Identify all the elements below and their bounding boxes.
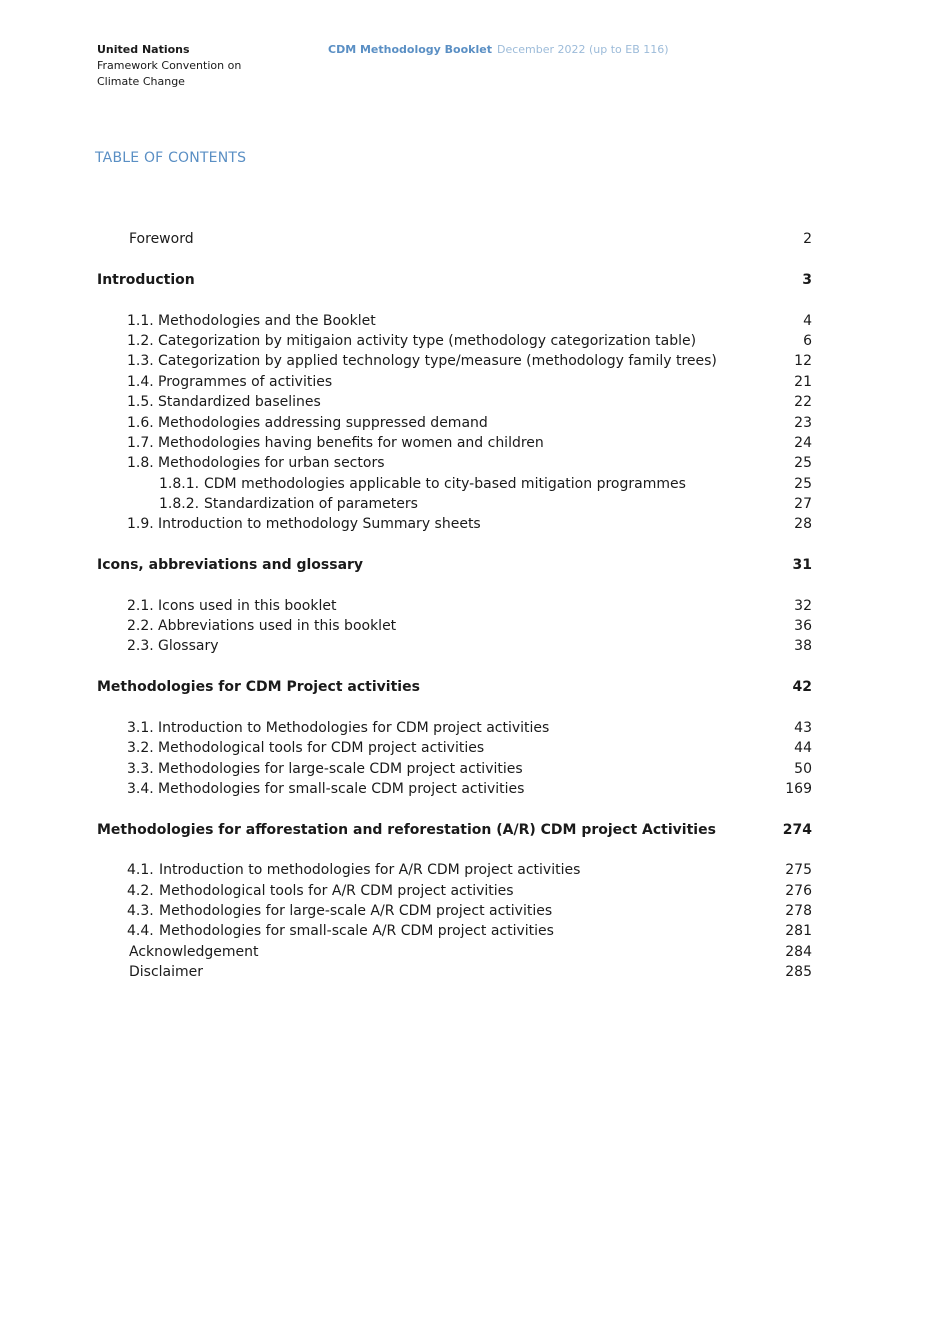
toc-chapter-page: 274 [782, 822, 812, 838]
toc-entry-label: Methodologies for urban sectors [158, 455, 385, 471]
toc-entry-page: 6 [803, 333, 812, 349]
toc-entry-label: Categorization by applied technology type/measure (methodology family trees) [158, 353, 717, 369]
toc-entry-page: 22 [794, 394, 812, 410]
toc-chapter-page: 3 [802, 272, 812, 288]
toc-chapter-cdm-project-activities[interactable] [0, 677, 950, 697]
toc-entry-1-2[interactable] [0, 331, 950, 351]
toc-chapter-page: 31 [792, 557, 812, 573]
toc-entry-number: 3.1. [127, 720, 154, 736]
toc-entry-3-4[interactable] [0, 779, 950, 799]
toc-entry-label: Disclaimer [129, 964, 204, 980]
toc-entry-page: 38 [794, 638, 812, 654]
toc-entry-2-3[interactable] [0, 636, 950, 656]
toc-chapter-label: Icons, abbreviations and glossary [97, 557, 364, 573]
toc-entry-number: 1.4. [127, 374, 154, 390]
toc-entry-page: 43 [794, 720, 812, 736]
toc-entry-label: Acknowledgement [129, 944, 259, 960]
toc-entry-label: Introduction to methodologies for A/R CDM project activities [159, 862, 581, 878]
toc-entry-1-5[interactable] [0, 392, 950, 412]
toc-entry-1-9[interactable] [0, 514, 950, 534]
toc-entry-number: 2.2. [127, 618, 154, 634]
toc-entry-1-8-2[interactable] [0, 494, 950, 514]
toc-entry-page: 32 [794, 598, 812, 614]
toc-entry-label: Icons used in this booklet [158, 598, 337, 614]
toc-chapter-label: Methodologies for afforestation and reforestation (A/R) CDM project Activities [97, 822, 716, 838]
page-title: TABLE OF CONTENTS [95, 150, 247, 166]
toc-chapter-label: Introduction [97, 272, 195, 288]
toc-entry-number: 1.2. [127, 333, 154, 349]
toc-entry-1-3[interactable] [0, 351, 950, 371]
toc-entry-1-8-1[interactable] [0, 474, 950, 494]
toc-entry-page: 27 [794, 496, 812, 512]
toc-entry-label: Introduction to methodology Summary sheets [158, 516, 481, 532]
toc-entry-4-4[interactable] [0, 921, 950, 941]
toc-entry-number: 1.5. [127, 394, 154, 410]
toc-entry-label: Methodologies having benefits for women and children [158, 435, 544, 451]
toc-entry-page: 285 [785, 964, 812, 980]
booklet-title: CDM Methodology Booklet [328, 43, 492, 56]
booklet-edition: December 2022 (up to EB 116) [496, 43, 669, 56]
toc-entry-number: 3.3. [127, 761, 154, 777]
toc-entry-number: 4.2. [127, 883, 154, 899]
toc-entry-page: 28 [794, 516, 812, 532]
organization-line-3: Climate Change [97, 75, 185, 88]
toc-entry-number: 3.2. [127, 740, 154, 756]
toc-entry-page: 2 [803, 231, 812, 247]
toc-entry-label: Methodologies and the Booklet [158, 313, 376, 329]
toc-entry-page: 4 [803, 313, 812, 329]
toc-entry-3-1[interactable] [0, 718, 950, 738]
toc-entry-number: 1.7. [127, 435, 154, 451]
toc-entry-1-7[interactable] [0, 433, 950, 453]
toc-entry-page: 25 [794, 476, 812, 492]
toc-entry-number: 1.8.1. [159, 476, 200, 492]
toc-entry-page: 24 [794, 435, 812, 451]
toc-entry-3-2[interactable] [0, 738, 950, 758]
toc-entry-page: 25 [794, 455, 812, 471]
toc-entry-page: 23 [794, 415, 812, 431]
toc-entry-label: Methodologies for small-scale CDM project activities [158, 781, 525, 797]
toc-entry-1-6[interactable] [0, 413, 950, 433]
toc-entry-page: 276 [785, 883, 812, 899]
toc-entry-page: 284 [785, 944, 812, 960]
toc-entry-number: 4.1. [127, 862, 154, 878]
organization-name: United Nations [97, 43, 190, 56]
toc-entry-page: 36 [794, 618, 812, 634]
toc-entry-label: Methodologies for large-scale A/R CDM project activities [159, 903, 553, 919]
toc-entry-label: Standardized baselines [158, 394, 321, 410]
toc-entry-2-1[interactable] [0, 596, 950, 616]
toc-entry-number: 4.3. [127, 903, 154, 919]
toc-entry-foreword[interactable] [0, 229, 950, 249]
toc-entry-number: 1.3. [127, 353, 154, 369]
toc-entry-label: Standardization of parameters [204, 496, 418, 512]
organization-line-2: Framework Convention on [97, 59, 242, 72]
toc-entry-label: CDM methodologies applicable to city-based mitigation programmes [204, 476, 686, 492]
toc-chapter-icons-abbreviations-glossary[interactable] [0, 555, 950, 575]
organization-block [97, 42, 241, 90]
toc-entry-page: 12 [794, 353, 812, 369]
toc-chapter-introduction[interactable] [0, 270, 950, 290]
toc-entry-label: Methodologies addressing suppressed demand [158, 415, 488, 431]
toc-chapter-ar-cdm-project-activities[interactable] [0, 820, 950, 840]
toc-entry-number: 4.4. [127, 923, 154, 939]
toc-entry-page: 281 [785, 923, 812, 939]
toc-entry-label: Introduction to Methodologies for CDM project activities [158, 720, 550, 736]
toc-entry-page: 44 [794, 740, 812, 756]
toc-entry-number: 2.1. [127, 598, 154, 614]
toc-entry-2-2[interactable] [0, 616, 950, 636]
toc-entry-number: 1.9. [127, 516, 154, 532]
toc-entry-1-4[interactable] [0, 372, 950, 392]
toc-entry-number: 3.4. [127, 781, 154, 797]
toc-entry-label: Methodological tools for CDM project activities [158, 740, 485, 756]
toc-entry-label: Foreword [129, 231, 194, 247]
toc-entry-label: Methodologies for large-scale CDM project activities [158, 761, 523, 777]
toc-entry-page: 50 [794, 761, 812, 777]
toc-entry-page: 278 [785, 903, 812, 919]
toc-entry-3-3[interactable] [0, 759, 950, 779]
toc-entry-label: Programmes of activities [158, 374, 333, 390]
toc-entry-1-8[interactable] [0, 453, 950, 473]
toc-entry-page: 275 [785, 862, 812, 878]
toc-entry-page: 21 [794, 374, 812, 390]
toc-entry-label: Glossary [158, 638, 219, 654]
toc-entry-acknowledgement[interactable] [0, 942, 950, 962]
toc-entry-number: 1.1. [127, 313, 154, 329]
toc-entry-disclaimer[interactable] [0, 962, 950, 982]
toc-entry-4-3[interactable] [0, 901, 950, 921]
toc-entry-label: Categorization by mitigaion activity type (methodology categorization table) [158, 333, 697, 349]
toc-entry-number: 1.6. [127, 415, 154, 431]
toc-chapter-label: Methodologies for CDM Project activities [97, 679, 420, 695]
toc-entry-1-1[interactable] [0, 311, 950, 331]
toc-entry-number: 1.8. [127, 455, 154, 471]
toc-entry-4-2[interactable] [0, 881, 950, 901]
toc-entry-label: Methodologies for small-scale A/R CDM project activities [159, 923, 554, 939]
toc-entry-number: 2.3. [127, 638, 154, 654]
toc-entry-label: Abbreviations used in this booklet [158, 618, 397, 634]
toc-chapter-page: 42 [792, 679, 812, 695]
toc-entry-4-1[interactable] [0, 860, 950, 880]
running-header [328, 42, 669, 58]
toc-entry-label: Methodological tools for A/R CDM project activities [159, 883, 514, 899]
toc-entry-number: 1.8.2. [159, 496, 200, 512]
toc-entry-page: 169 [785, 781, 812, 797]
